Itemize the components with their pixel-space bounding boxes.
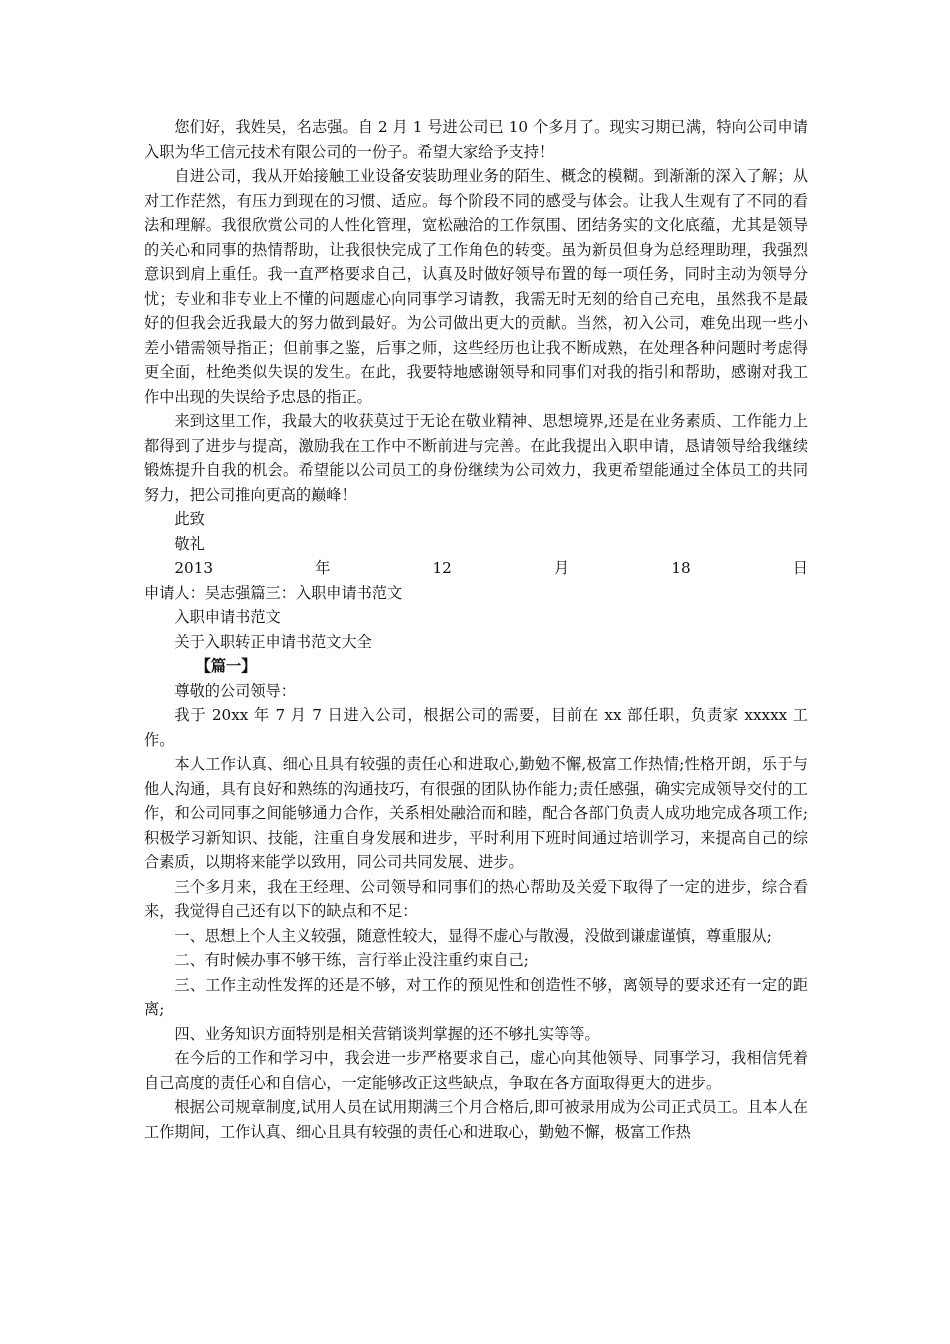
date-year-unit: 年	[315, 559, 331, 577]
signature-line: 申请人：吴志强篇三：入职申请书范文	[144, 583, 403, 602]
list-item: 二、有时候办事不够干练，言行举止没注重约束自己;	[174, 951, 529, 969]
paragraph: 在今后的工作和学习中，我会进一步严格要求自己，虚心向其他领导、同事学习，我相信凭着自己高度的责任心和自信心，一定能够改正这些缺点，争取在各方面取得更大的进步。	[144, 1049, 808, 1092]
list-item: 四、业务知识方面特别是相关营销谈判掌握的还不够扎实等等。	[174, 1024, 600, 1043]
list-item: 三、工作主动性发挥的还是不够，对工作的预见性和创造性不够，离领导的要求还有一定的距离;	[144, 975, 808, 1018]
closing-salutation: 此致	[174, 510, 205, 528]
date-month-unit: 月	[553, 559, 570, 577]
list-item: 一、思想上个人主义较强，随意性较大，显得不虚心与散漫，没做到谦虚谨慎，尊重服从;	[174, 926, 772, 945]
paragraph: 自进公司，我从开始接触工业设备安装助理业务的陌生、概念的模糊。到渐渐的深入了解；从对工作茫然，有压力到现在的习惯、适应。每个阶段不同的感受与体会。让我人生观有了不同的看法和理解。我很欣赏公司的人性化管理，宽松融洽的工作氛围、团结务实的文化底蕴，尤其是领导的关心和同事的热情帮助，让我很快完成了工作角色的转变。虽为新员但身为总经理助理，我强烈意识到肩上重任。我一直严格要求自己，认真及时做好领导布置的每一项任务，同时主动为领导分忧；专业和非专业上不懂的问题虚心向同事学习请教，我需无时无刻的给自己充电，虽然我不是最好的但我会近我最大的努力做到最好。为公司做出更大的贡献。当然，初入公司，难免出现一些小差小错需领导指正；但前事之鉴，后事之师，这些经历也让我不断成熟，在处理各种问题时考虑得更全面，杜绝类似失误的发生。在此，我要特地感谢领导和同事们对我的指引和帮助，感谢对我工作中出现的失误给予忠恳的指正。	[144, 167, 808, 406]
date-day: 18	[671, 559, 691, 577]
paragraph: 本人工作认真、细心且具有较强的责任心和进取心,勤勉不懈,极富工作热情;性格开朗，乐于与他人沟通，具有良好和熟练的沟通技巧，有很强的团队协作能力;责任感强，确实完成领导交付的工作，和公司同事之间能够通力合作，关系相处融洽而和睦，配合各部门负责人成功地完成各项工作;积极学习新知识、技能，注重自身发展和进步，平时利用下班时间通过培训学习，来提高自己的综合素质，以期将来能学以致用，同公司共同发展、进步。	[144, 755, 808, 871]
salutation: 尊敬的公司领导：	[174, 681, 296, 700]
date-day-unit: 日	[792, 559, 808, 577]
title: 入职申请书范文	[174, 608, 281, 626]
date-year: 2013	[174, 559, 214, 577]
date-line	[144, 556, 808, 581]
paragraph: 您们好，我姓吴，名志强。自 2 月 1 号进公司已 10 个多月了。现实习期已满，特向公司申请入职为华工信元技术有限公司的一份子。希望大家给予支持！	[144, 118, 808, 161]
paragraph: 我于 20xx 年 7 月 7 日进入公司，根据公司的需要，目前在 xx 部任职，负责家 xxxxx 工作。	[144, 706, 808, 749]
title: 关于入职转正申请书范文大全	[174, 632, 372, 651]
paragraph: 来到这里工作，我最大的收获莫过于无论在敬业精神、思想境界,还是在业务素质、工作能力上都得到了进步与提高，激励我在工作中不断前进与完善。在此我提出入职申请，恳请领导给我继续锻炼提升自我的机会。希望能以公司员工的身份继续为公司效力，我更希望能通过全体员工的共同努力，把公司推向更高的巅峰！	[144, 412, 808, 504]
paragraph: 根据公司规章制度,试用人员在试用期满三个月合格后,即可被录用成为公司正式员工。且本人在工作期间，工作认真、细心且具有较强的责任心和进取心，勤勉不懈，极富工作热	[144, 1098, 808, 1141]
paragraph: 三个多月来，我在王经理、公司领导和同事们的热心帮助及关爱下取得了一定的进步，综合看来，我觉得自己还有以下的缺点和不足：	[144, 877, 808, 920]
section-mark: 【篇一】	[195, 657, 257, 675]
date-month: 12	[432, 559, 452, 577]
closing-regards: 敬礼	[174, 534, 205, 553]
document-page	[144, 115, 808, 1144]
